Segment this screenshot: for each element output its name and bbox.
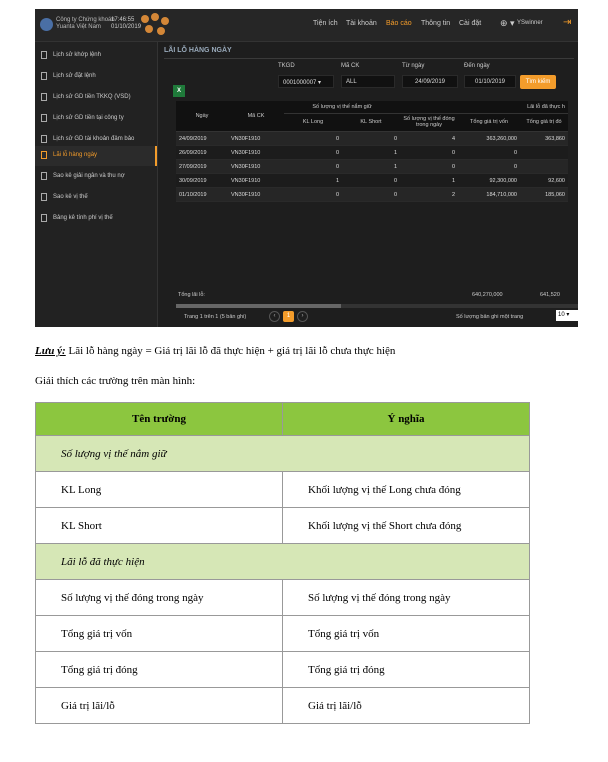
sidebar-item-label: Bảng kê tính phí vị thế: [53, 215, 113, 221]
sidebar-item-sao-ke-vi-the[interactable]: [35, 188, 157, 208]
sidebar-item-lai-lo-hang-ngay[interactable]: [35, 146, 157, 166]
document-icon: [41, 172, 47, 180]
col-field-header: Tên trường: [36, 403, 283, 436]
to-date-label: Đến ngày: [464, 63, 490, 69]
main-panel: [158, 42, 578, 327]
meaning-cell: Khối lượng vị thế Long chưa đóng: [283, 472, 530, 508]
tkgd-select[interactable]: [278, 75, 334, 88]
header-kl-short: KL Short: [342, 113, 400, 131]
col-meaning-header: Ý nghĩa: [283, 403, 530, 436]
excel-export-icon[interactable]: X: [173, 85, 185, 97]
document-icon: [41, 151, 47, 159]
per-page-select[interactable]: 10 ▾: [556, 310, 578, 321]
cell-total-cost: 92,300,000: [458, 174, 520, 188]
sidebar-item-gd-tien-tkkq[interactable]: [35, 88, 157, 108]
cell-code: VN30F1910: [228, 188, 284, 202]
section-holding: Số lượng vị thế nắm giữ: [36, 436, 530, 472]
note-paragraph: [35, 345, 395, 357]
title-divider: [164, 58, 574, 59]
document-icon: [41, 93, 47, 101]
sidebar-item-label: Lịch sử khớp lệnh: [53, 52, 101, 58]
total-row: [176, 289, 578, 303]
cell-closed-count: 1: [400, 174, 458, 188]
cell-date: 24/09/2019: [176, 132, 228, 146]
table-row: [36, 688, 530, 724]
mack-select[interactable]: ALL: [341, 75, 395, 88]
sidebar-item-label: Sao kê giải ngân và thu nợ: [53, 173, 125, 179]
document-icon: [41, 114, 47, 122]
header-total-cost: Tổng giá trị vốn: [458, 113, 520, 131]
cell-kl-long: 0: [284, 188, 342, 202]
sidebar-item-label: Lịch sử GD tiền tại công ty: [53, 115, 124, 121]
table-row: [36, 616, 530, 652]
nav-tai-khoan[interactable]: Tài khoản: [346, 20, 377, 27]
header-group-holding: Số lượng vị thế nắm giữ: [284, 101, 400, 113]
table-row: [36, 652, 530, 688]
sidebar-item-label: Lịch sử GD tiền TKKQ (VSD): [53, 94, 131, 100]
from-date-input[interactable]: 24/09/2019: [402, 75, 458, 88]
sidebar-item-gd-tien-cong-ty[interactable]: [35, 109, 157, 129]
next-page-icon[interactable]: ›: [297, 311, 308, 322]
cell-code: VN30F1910: [228, 146, 284, 160]
cell-kl-short: 0: [342, 132, 400, 146]
nav-thong-tin[interactable]: Thông tin: [421, 20, 451, 27]
header-total-close: Tổng giá trị đó: [520, 113, 568, 131]
sidebar: [35, 42, 158, 327]
total-cost: 640,270,000: [472, 292, 503, 298]
cell-kl-short: 1: [342, 146, 400, 160]
note-text: Lãi lỗ hàng ngày = Giá trị lãi lỗ đã thực hiện + giá trị lãi lỗ chưa thực hiện: [65, 345, 396, 357]
app-screenshot: [35, 9, 578, 327]
cell-closed-count: 0: [400, 160, 458, 174]
cell-total-cost: 363,260,000: [458, 132, 520, 146]
per-page-label: Số lượng bản ghi một trang: [456, 314, 524, 320]
globe-icon[interactable]: ⊕ ▾: [500, 18, 515, 28]
pnl-table: [176, 101, 568, 202]
tkgd-value: 0001000007: [283, 80, 317, 86]
mack-label: Mã CK: [341, 63, 360, 69]
cell-date: 26/09/2019: [176, 146, 228, 160]
field-cell: Tổng giá trị đóng: [36, 652, 283, 688]
document-icon: [41, 72, 47, 80]
cell-kl-long: 0: [284, 160, 342, 174]
note-label: Lưu ý:: [35, 345, 66, 357]
nav-tien-ich[interactable]: Tiện ích: [313, 20, 338, 27]
cell-total-cost: 0: [458, 160, 520, 174]
sidebar-item-label: Sao kê vị thế: [53, 194, 88, 200]
cell-code: VN30F1910: [228, 160, 284, 174]
document-icon: [41, 214, 47, 222]
document-icon: [41, 51, 47, 59]
meaning-cell: Tổng giá trị đóng: [283, 652, 530, 688]
to-date-input[interactable]: 01/10/2019: [464, 75, 516, 88]
cell-closed-count: 4: [400, 132, 458, 146]
scrollbar-thumb[interactable]: [176, 304, 341, 308]
chevron-down-icon: ▾: [318, 80, 322, 86]
tkgd-label: TKGD: [278, 63, 295, 69]
cell-closed-count: 0: [400, 146, 458, 160]
company-logo-icon: [40, 18, 53, 31]
cell-total-close: 185,060: [520, 188, 568, 202]
header-date: Ngày: [176, 101, 228, 132]
cell-kl-short: 0: [342, 174, 400, 188]
search-button[interactable]: Tìm kiếm: [520, 75, 556, 89]
sidebar-item-label: Lịch sử đặt lệnh: [53, 73, 96, 79]
brand-logo-icon: [139, 13, 173, 37]
document-icon: [41, 193, 47, 201]
cell-total-close: 92,600: [520, 174, 568, 188]
top-bar: [35, 9, 578, 42]
clock-date: 01/10/2019: [111, 24, 142, 30]
cell-kl-long: 0: [284, 146, 342, 160]
sidebar-item-label: Lãi lỗ hàng ngày: [53, 152, 98, 158]
cell-total-close: 363,860: [520, 132, 568, 146]
prev-page-icon[interactable]: ‹: [269, 311, 280, 322]
intro-paragraph: Giải thích các trường trên màn hình:: [35, 375, 196, 387]
cell-total-close: [520, 146, 568, 160]
table-row[interactable]: [176, 160, 568, 174]
cell-date: 30/09/2019: [176, 174, 228, 188]
cell-date: 27/09/2019: [176, 160, 228, 174]
cell-kl-short: 1: [342, 160, 400, 174]
field-cell: Tổng giá trị vốn: [36, 616, 283, 652]
from-date-label: Từ ngày: [402, 63, 425, 69]
company-name-line2: Yuanta Việt Nam: [56, 24, 101, 30]
sidebar-item-bang-ke-phi[interactable]: [35, 209, 157, 229]
sidebar-item-lich-su-khop-lenh[interactable]: [35, 46, 157, 66]
table-row[interactable]: [176, 174, 568, 188]
table-row: [36, 472, 530, 508]
document-icon: [41, 135, 47, 143]
cell-date: 01/10/2019: [176, 188, 228, 202]
cell-kl-short: 0: [342, 188, 400, 202]
cell-total-close: [520, 160, 568, 174]
cell-closed-count: 2: [400, 188, 458, 202]
total-label: Tổng lãi lỗ:: [178, 292, 205, 298]
header-kl-long: KL Long: [284, 113, 342, 131]
meaning-cell: Số lượng vị thế đóng trong ngày: [283, 580, 530, 616]
header-code: Mã CK: [228, 101, 284, 132]
per-page-value: 10: [558, 312, 565, 318]
meaning-cell: Khối lượng vị thế Short chưa đóng: [283, 508, 530, 544]
nav-bao-cao[interactable]: Báo cáo: [386, 20, 412, 27]
cell-kl-long: 0: [284, 132, 342, 146]
clock-time: 17:46:55: [111, 17, 135, 23]
meaning-cell: Tổng giá trị vốn: [283, 616, 530, 652]
field-explanation-table: [35, 402, 530, 724]
pager-info: Trang 1 trên 1 (5 bản ghi): [184, 314, 247, 320]
logout-icon[interactable]: ⇥: [563, 17, 572, 28]
nav-cai-dat[interactable]: Cài đặt: [459, 20, 482, 27]
table-row[interactable]: [176, 188, 568, 202]
header-group-realized: Lãi lỗ đã thực h: [400, 101, 568, 113]
field-cell: Giá trị lãi/lỗ: [36, 688, 283, 724]
field-cell: Số lượng vị thế đóng trong ngày: [36, 580, 283, 616]
company-name-line1: Công ty Chứng khoán: [56, 17, 115, 23]
field-cell: KL Short: [36, 508, 283, 544]
page-button-current[interactable]: 1: [283, 311, 294, 322]
horizontal-scrollbar[interactable]: [176, 304, 578, 308]
sidebar-item-lich-su-dat-lenh[interactable]: [35, 67, 157, 87]
cell-kl-long: 1: [284, 174, 342, 188]
table-row[interactable]: [176, 132, 568, 146]
meaning-cell: Giá trị lãi/lỗ: [283, 688, 530, 724]
clock: [111, 17, 141, 31]
user-name[interactable]: YSwinner: [517, 20, 543, 26]
cell-total-cost: 184,710,000: [458, 188, 520, 202]
page-title: LÃI LỖ HÀNG NGÀY: [164, 47, 232, 54]
table-row[interactable]: [176, 146, 568, 160]
section-realized: Lãi lỗ đã thực hiện: [36, 544, 530, 580]
sidebar-item-label: Lịch sử GD tài khoản đảm bảo: [53, 136, 135, 142]
total-close: 641,520: [540, 292, 560, 298]
table-row: [36, 508, 530, 544]
cell-code: VN30F1910: [228, 174, 284, 188]
header-closed-count: Số lượng vị thế đóng trong ngày: [400, 113, 458, 131]
table-row: [36, 580, 530, 616]
field-cell: KL Long: [36, 472, 283, 508]
sidebar-item-sao-ke-giai-ngan[interactable]: [35, 167, 157, 187]
cell-code: VN30F1910: [228, 132, 284, 146]
cell-total-cost: 0: [458, 146, 520, 160]
